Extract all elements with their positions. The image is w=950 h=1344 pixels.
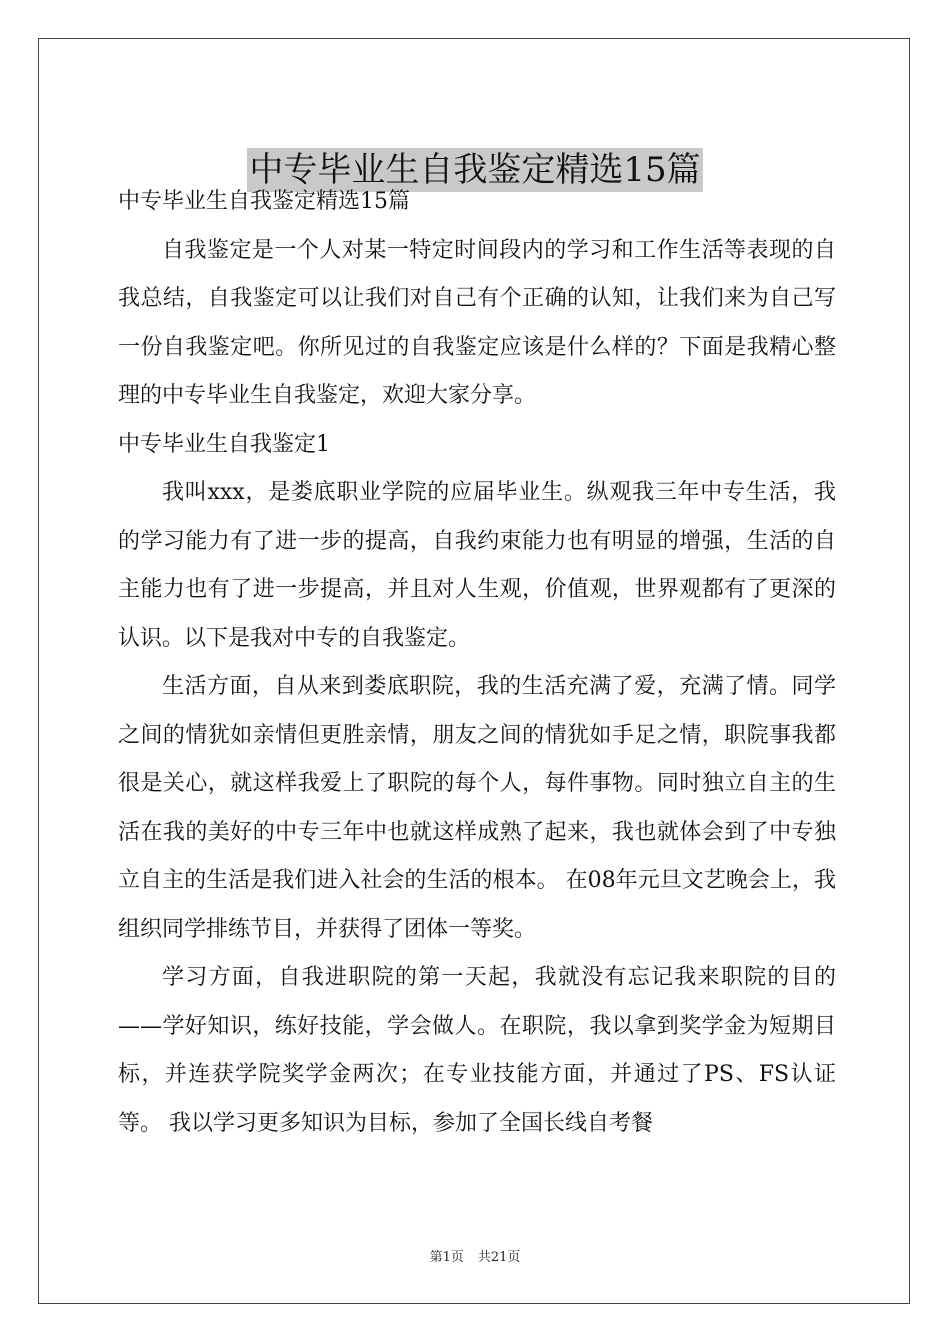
document-title: 中专毕业生自我鉴定精选15篇: [249, 149, 701, 190]
paragraph-heading: 中专毕业生自我鉴定精选15篇: [118, 189, 410, 214]
paragraph: 我叫xxx，是娄底职业学院的应届毕业生。纵观我三年中专生活，我的学习能力有了进一步的提高，自我约束能力也有明显的增强，生活的自主能力也有了进一步提高，并且对人生观，价值观，世界观都有了更深的认识。以下是我对中专的自我鉴定。: [118, 480, 836, 651]
page-total: 共21页: [477, 1250, 521, 1265]
document-body: [118, 178, 836, 1148]
paragraph-heading: 中专毕业生自我鉴定1: [118, 431, 330, 457]
paragraph: 生活方面，自从来到娄底职院，我的生活充满了爱，充满了情。同学之间的情犹如亲情但更胜亲情，朋友之间的情犹如手足之情，职院事我都很是关心，就这样我爱上了职院的每个人，每件事物。同时独立自主的生活在我的美好的中专三年中也就这样成熟了起来，我也就体会到了中专独立自主的生活是我们进入社会的生活的根本。 在08年元旦文艺晚会上，我组织同学排练节目，并获得了团体一等奖。: [118, 674, 836, 942]
page-footer: [0, 1246, 950, 1265]
page-number: 第1页: [429, 1250, 464, 1265]
paragraph: 自我鉴定是一个人对某一特定时间段内的学习和工作生活等表现的自我总结，自我鉴定可以让我们对自己有个正确的认知，让我们来为自己写一份自我鉴定吧。你所见过的自我鉴定应该是什么样的？下面是我精心整理的中专毕业生自我鉴定，欢迎大家分享。: [118, 237, 836, 408]
paragraph: 学习方面，自我进职院的第一天起，我就没有忘记我来职院的目的——学好知识，练好技能，学会做人。在职院，我以拿到奖学金为短期目标，并连获学院奖学金两次；在专业技能方面，并通过了PS、FS认证等。 我以学习更多知识为目标，参加了全国长线自考餐: [118, 965, 836, 1136]
